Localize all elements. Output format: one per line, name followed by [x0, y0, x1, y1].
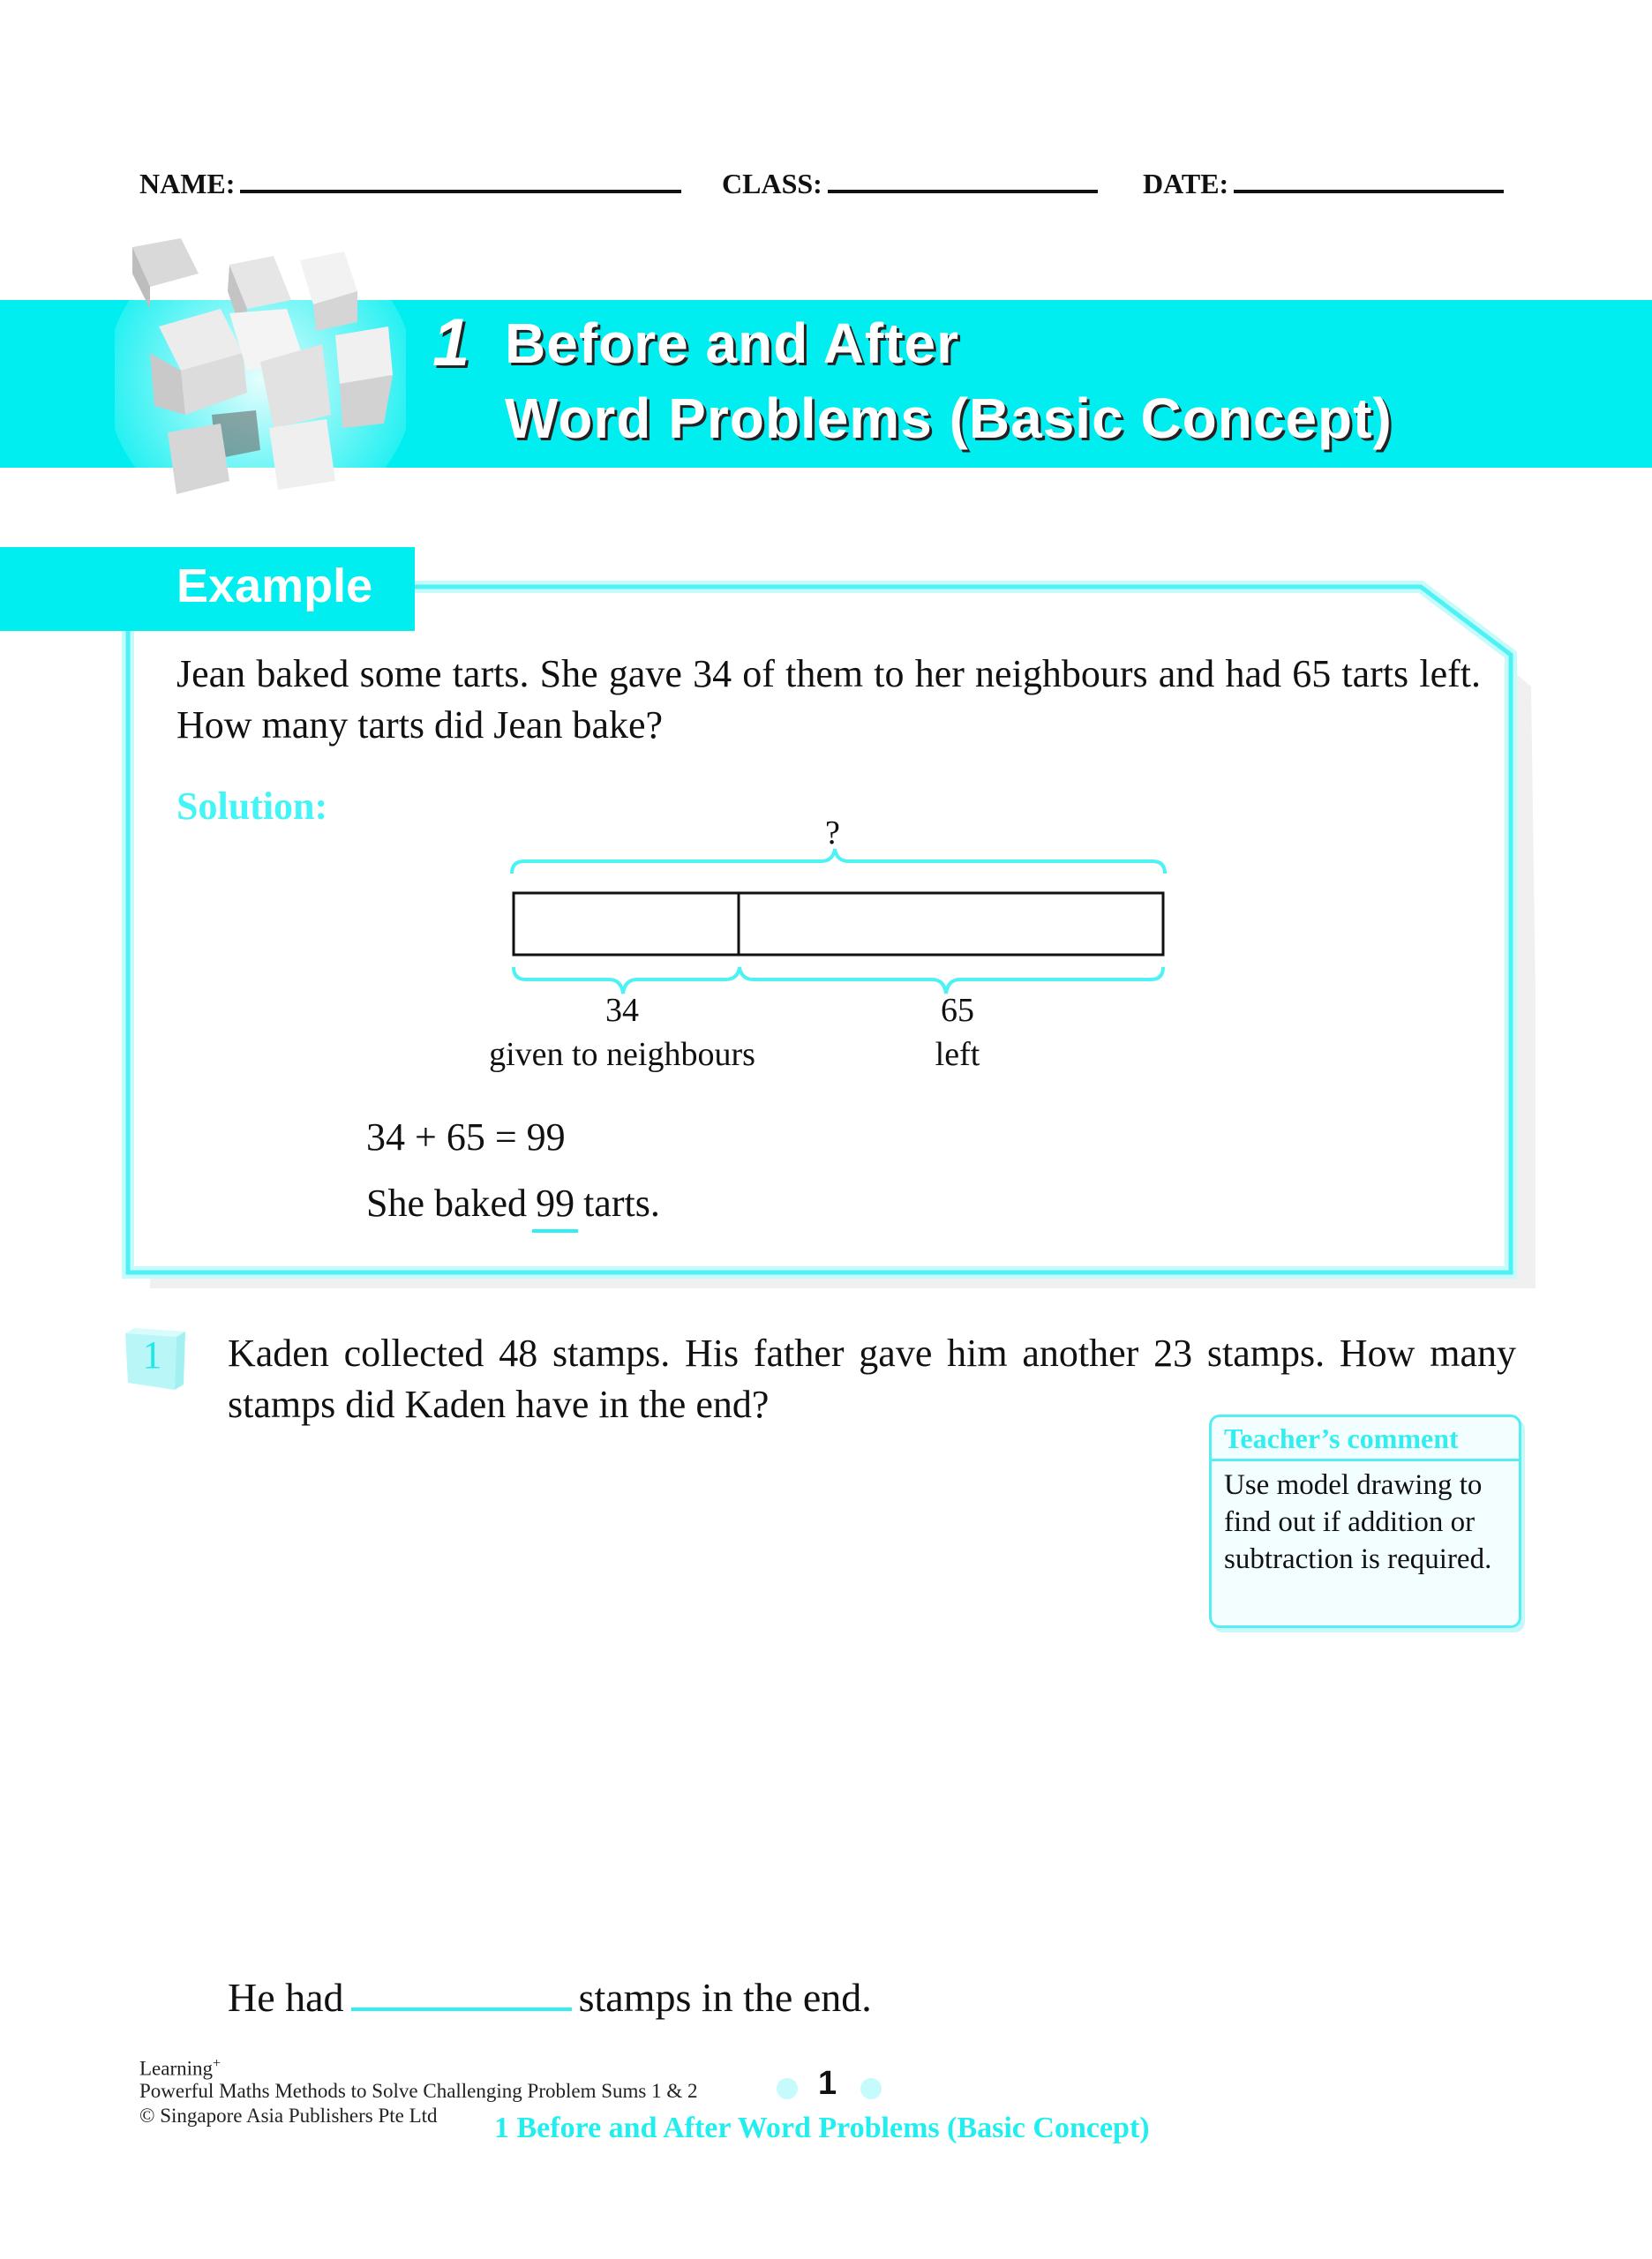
example-equation: 34 + 65 = 99: [366, 1115, 566, 1159]
chapter-title-line1: Before and After: [505, 311, 960, 375]
footer-brand: [139, 2056, 221, 2081]
example-answer-prefix: She baked: [366, 1182, 528, 1225]
model-part-left-value: 65: [941, 992, 974, 1029]
footer-copyright: © Singapore Asia Publishers Pte Ltd: [139, 2105, 438, 2127]
date-field[interactable]: [1143, 168, 1504, 200]
question-answer-suffix: stamps in the end.: [578, 1975, 872, 2020]
question-answer-line: [228, 1972, 872, 2021]
model-total-label: ?: [825, 814, 840, 852]
footer-chapter-title: 1 Before and After Word Problems (Basic Concept): [494, 2112, 1150, 2144]
example-problem-text: Jean baked some tarts. She gave 34 of them to her neighbours and had 65 tarts left. How many tarts did Jean bake?: [176, 652, 1481, 747]
chapter-title-line2: Word Problems (Basic Concept): [505, 387, 1393, 450]
question-text: Kaden collected 48 stamps. His father gave him another 23 stamps. How many stamps did Kaden have in the end?: [228, 1332, 1516, 1426]
page-number: 1: [818, 2065, 837, 2102]
footer-brand-text: Learning: [139, 2057, 214, 2080]
date-label: DATE:: [1143, 168, 1229, 199]
model-part-left: [869, 988, 1046, 1077]
teachers-comment-box: [1209, 1415, 1521, 1628]
example-answer: [366, 1178, 660, 1233]
date-input-line[interactable]: [1234, 169, 1504, 193]
model-part-given-value: 34: [605, 992, 639, 1029]
footer-book-title: Powerful Maths Methods to Solve Challenging Problem Sums 1 & 2: [139, 2080, 698, 2102]
page-dot-right-icon: [860, 2078, 882, 2099]
class-label: CLASS:: [722, 168, 822, 199]
class-field[interactable]: [722, 168, 1098, 200]
example-tab-label: Example: [176, 559, 373, 612]
teachers-comment-heading: Teacher’s comment: [1212, 1417, 1519, 1461]
question-answer-input[interactable]: [351, 1972, 572, 2011]
question-number: 1: [142, 1333, 162, 1377]
cubes-graphic-icon: [115, 238, 406, 521]
name-field[interactable]: [139, 168, 681, 200]
solution-label: Solution:: [176, 784, 328, 828]
example-answer-value: 99: [532, 1178, 578, 1233]
class-input-line[interactable]: [828, 169, 1098, 193]
teachers-comment-body: Use model drawing to find out if addition or subtraction is required.: [1224, 1469, 1492, 1575]
footer-brand-sup: +: [213, 2056, 222, 2071]
model-part-given: [481, 988, 763, 1077]
model-part-given-label: given to neighbours: [489, 1036, 755, 1073]
bar-model-diagram: [503, 847, 1191, 1006]
question-answer-prefix: He had: [228, 1975, 344, 2020]
name-input-line[interactable]: [240, 169, 681, 193]
model-part-left-label: left: [935, 1036, 980, 1073]
page-dot-left-icon: [777, 2078, 798, 2099]
chapter-number: 1: [432, 305, 470, 380]
name-label: NAME:: [139, 168, 236, 199]
example-answer-suffix: tarts.: [583, 1182, 660, 1225]
